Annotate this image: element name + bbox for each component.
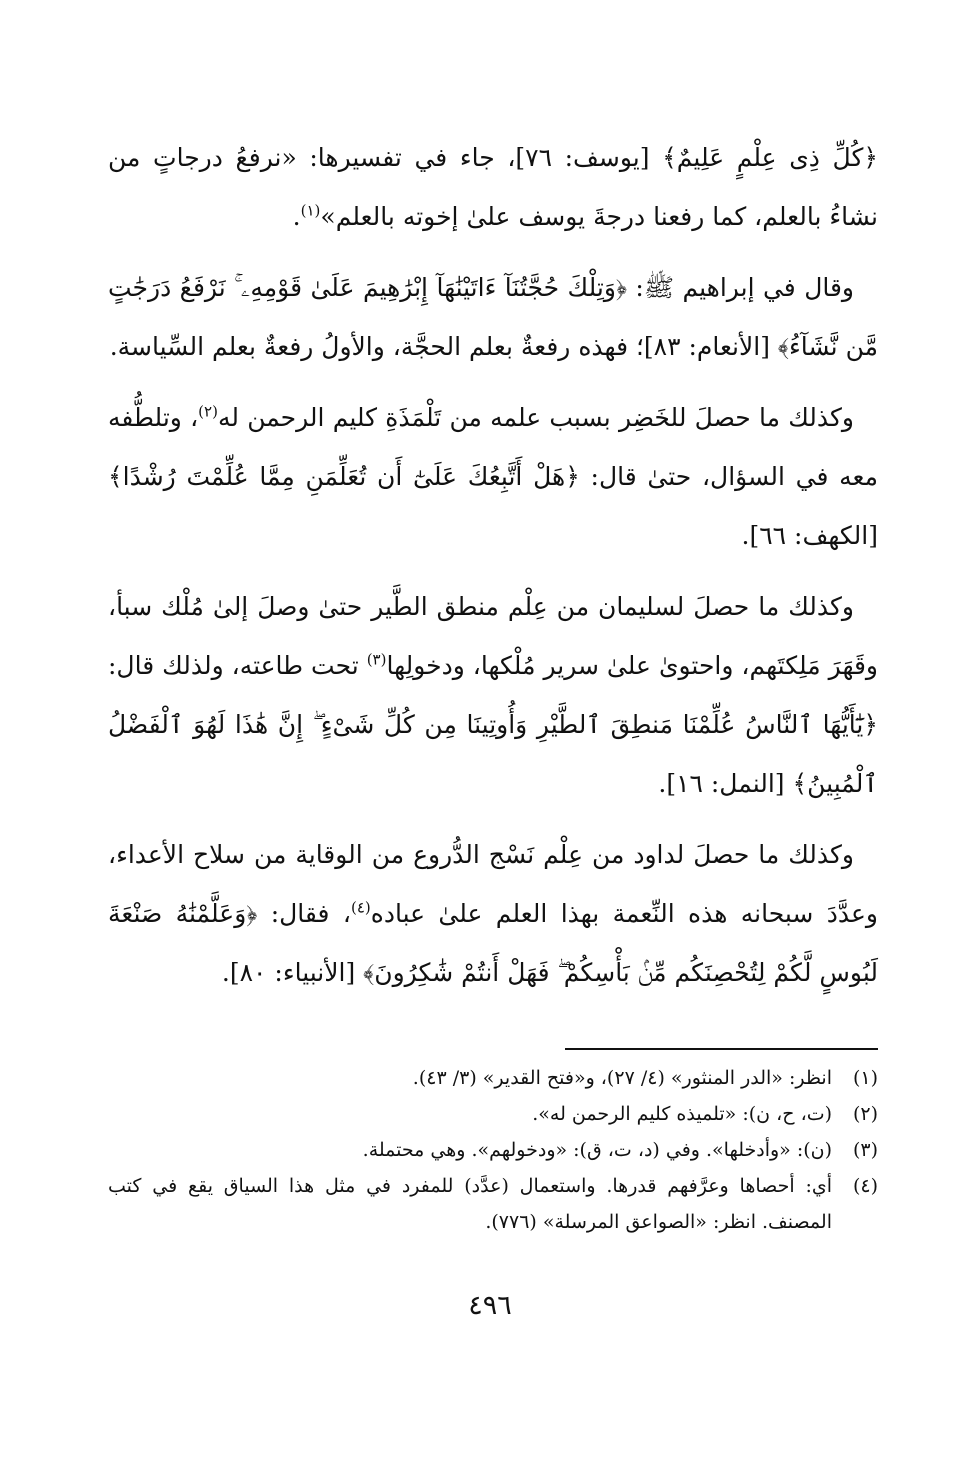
paragraph-2-text: وقال في إبراهيم ﷺ: ﴿وَتِلْكَ حُجَّتُنَآ ءَاتَيْنَٰهَآ إِبْرَٰهِيمَ عَلَىٰ قَوْمِهِۦ ۚ نَرْفَعُ دَرَجَٰتٍ مَّن نَّشَآءُ﴾ [الأنعام: ٨٣]؛ فهذه رفعةٌ بعلم الحجَّة، والأولُ رفعةٌ بعلم السِّياسة. <box>108 273 878 361</box>
main-text <box>108 128 878 1014</box>
paragraph-3-text: وكذلك ما حصلَ للخَضِر بسبب علمه من تَلْمَذَةِ كليم الرحمن له <box>217 403 854 432</box>
paragraph-5-tail: ، فقال: ﴿وَعَلَّمْنَٰهُ صَنْعَةَ لَبُوسٍ لَّكُمْ لِتُحْصِنَكُم مِّنۢ بَأْسِكُمْ ۖ فَهَلْ أَنتُمْ شَٰكِرُونَ﴾ [الأنبياء: ٨٠]. <box>108 899 878 987</box>
footnote-number: (٣) <box>852 1139 878 1161</box>
paragraph-1 <box>108 128 878 246</box>
footnote-text: انظر: «الدر المنثور» (٤/ ٢٧)، و«فتح القدير» (٣/ ٤٣). <box>412 1067 832 1089</box>
footnote-text: أي: أحصاها وعرَّفهم قدرها. واستعمال (عدَّد) للمفرد في مثل هذا السياق يقع في كتب المصنف. انظر: «الصواعق المرسلة» (٧٧٦). <box>108 1175 832 1233</box>
footnote-1 <box>108 1060 878 1096</box>
footnote-text: (ت، ح، ن): «تلميذه كليم الرحمن له». <box>532 1103 832 1125</box>
footnote-text: (ن): «وأدخلها». وفي (د، ت، ق): «ودخولهم». وهي محتملة. <box>362 1139 832 1161</box>
footnote-number: (١) <box>852 1067 878 1089</box>
paragraph-5-text: وكذلك ما حصلَ لداود من عِلْم نَسْج الدُّروع من الوقاية من سلاح الأعداء، وعدَّدَ سبحانه هذه النِّعمة بهذا العلم علىٰ عباده <box>108 840 878 928</box>
paragraph-5 <box>108 825 878 1002</box>
page-number: ٤٩٦ <box>468 1290 512 1321</box>
paragraph-3-tail: ، وتلطُّفه معه في السؤال، حتىٰ قال: ﴿هَلْ أَتَّبِعُكَ عَلَىٰٓ أَن تُعَلِّمَنِ مِمَّا عُلِّمْتَ رُشْدًا﴾ [الكهف: ٦٦]. <box>108 403 878 550</box>
paragraph-4 <box>108 577 878 813</box>
footnote-number: (٢) <box>852 1103 878 1125</box>
paragraph-2 <box>108 258 878 376</box>
footnotes <box>108 1060 878 1240</box>
footnote-ref-1: (١) <box>300 201 321 220</box>
footnote-3 <box>108 1132 878 1168</box>
footnote-2 <box>108 1096 878 1132</box>
footnote-number: (٤) <box>852 1175 878 1197</box>
paragraph-4-text: وكذلك ما حصلَ لسليمان من عِلْم منطق الطَّير حتىٰ وصلَ إلىٰ مُلْك سبأ، وقَهَرَ مَلِكتَهم، واحتوىٰ علىٰ سرير مُلْكها، ودخولِها <box>108 592 878 680</box>
paragraph-4-tail: تحت طاعته، ولذلك قال: ﴿يَٰٓأَيُّهَا ٱلنَّاسُ عُلِّمْنَا مَنطِقَ ٱلطَّيْرِ وَأُوتِينَا مِن كُلِّ شَىْءٍ ۖ إِنَّ هَٰذَا لَهُوَ ٱلْفَضْلُ ٱلْمُبِينُ﴾ [النمل: ١٦]. <box>108 651 878 798</box>
paragraph-3 <box>108 388 878 565</box>
footnote-ref-3: (٣) <box>366 650 387 669</box>
paragraph-1-text: ﴿كُلِّ ذِى عِلْمٍ عَلِيمٌ﴾ [يوسف: ٧٦]، جاء في تفسيرها: «نرفعُ درجاتٍ من نشاءُ بالعلم، كما رفعنا درجةَ يوسف علىٰ إخوته بالعلم» <box>108 143 878 231</box>
footnote-ref-4: (٤) <box>350 898 371 917</box>
footnote-4 <box>108 1168 878 1240</box>
footnote-separator <box>565 1048 878 1050</box>
paragraph-1-tail: . <box>292 202 301 231</box>
footnote-ref-2: (٢) <box>198 402 218 421</box>
